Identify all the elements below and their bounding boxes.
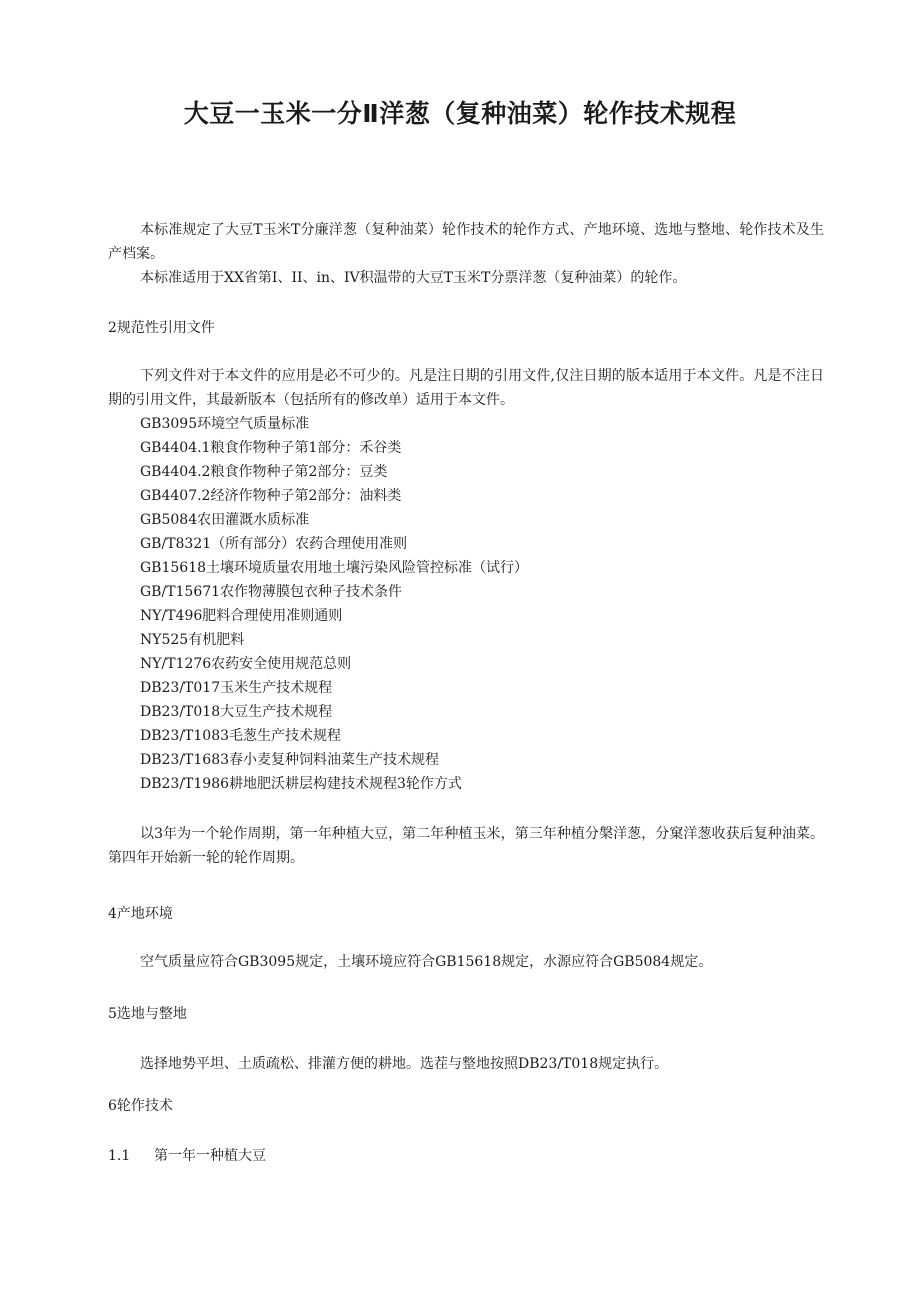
section-6-heading: 6轮作技术	[108, 1098, 173, 1114]
scope-paragraph-2: 本标准适用于XX省第I、II、in、IV积温带的大豆T玉米T分票洋葱（复种油菜）的轮作。	[140, 270, 687, 286]
reference-item: DB23/T018大豆生产技术规程	[140, 704, 333, 720]
reference-item: NY525有机肥料	[140, 632, 245, 648]
section-4-heading: 4产地环境	[108, 906, 173, 922]
reference-item: GB4407.2经济作物种子第2部分：油料类	[140, 488, 402, 504]
section-2-intro: 下列文件对于本文件的应用是必不可少的。凡是注日期的引用文件,仅注日期的版本适用于本文件。凡是不注日期的引用文件，其最新版本（包括所有的修改单）适用于本文件。	[108, 368, 824, 408]
document-title: 大豆一玉米一分Ⅱ洋葱（复种油菜）轮作技术规程	[183, 99, 737, 128]
section-4-paragraph: 空气质量应符合GB3095规定，土壤环境应符合GB15618规定，水源应符合GB5084规定。	[140, 954, 713, 970]
reference-item: DB23/T017玉米生产技术规程	[140, 680, 333, 696]
reference-item: GB3095环境空气质量标准	[140, 416, 310, 432]
subsection-1-1	[108, 1146, 266, 1166]
reference-item: DB23/T1083毛葱生产技术规程	[140, 728, 342, 744]
reference-item: NY/T496肥料合理使用准则通则	[140, 608, 343, 624]
section-5-heading: 5选地与整地	[108, 1006, 187, 1022]
reference-item: DB23/T1986耕地肥沃耕层构建技术规程3轮作方式	[140, 776, 462, 792]
section-2-heading: 2规范性引用文件	[108, 320, 215, 336]
reference-item: GB4404.2粮食作物种子第2部分：豆类	[140, 464, 388, 480]
section-5-paragraph: 选择地势平坦、土质疏松、排灌方便的耕地。选茬与整地按照DB23/T018规定执行。	[140, 1056, 669, 1072]
subsection-number: 1.1	[108, 1148, 131, 1164]
subsection-title: 第一年一种植大豆	[154, 1148, 266, 1164]
reference-item: GB/T8321（所有部分）农药合理使用准则	[140, 536, 408, 552]
scope-paragraph-1: 本标准规定了大豆T玉米T分廉洋葱（复种油菜）轮作技术的轮作方式、产地环境、选地与整地、轮作技术及生产档案。	[108, 222, 824, 262]
reference-item: GB/T15671农作物薄膜包衣种子技术条件	[140, 584, 403, 600]
reference-item: GB4404.1粮食作物种子第1部分：禾谷类	[140, 440, 402, 456]
section-3-paragraph: 以3年为一个轮作周期，第一年种植大豆，第二年种植玉米，第三年种植分槃洋葱，分窠洋葱收获后复种油菜。第四年开始新一轮的轮作周期。	[108, 826, 824, 866]
reference-item: DB23/T1683春小麦复种饲料油菜生产技术规程	[140, 752, 440, 768]
reference-item: GB5084农田灌溉水质标准	[140, 512, 310, 528]
reference-item: NY/T1276农药安全使用规范总则	[140, 656, 352, 672]
reference-item: GB15618土壤环境质量农用地土壤污染风险管控标准（试行）	[140, 560, 529, 576]
